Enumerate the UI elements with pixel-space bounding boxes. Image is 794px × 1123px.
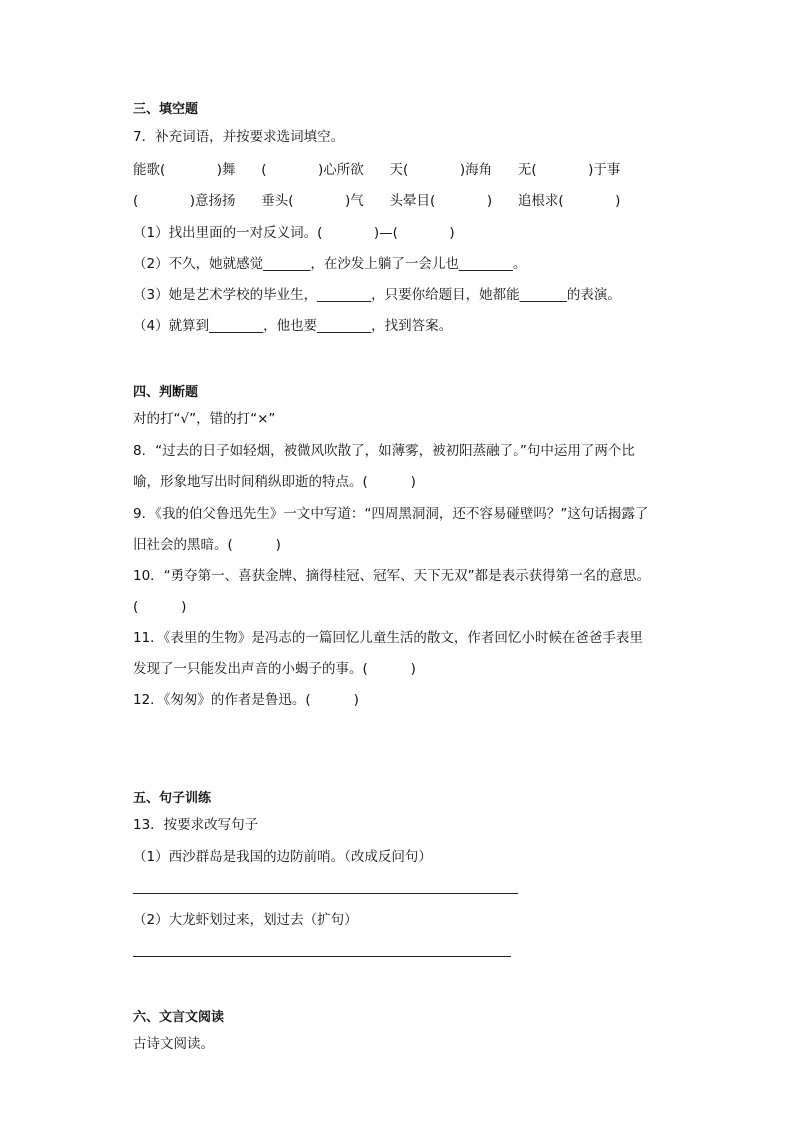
section-3-heading: 三、填空题 xyxy=(133,102,199,117)
question-7-idioms-row-2: ( )意扬扬 垂头( )气 头晕目( ) 追根求( ) xyxy=(133,193,621,209)
question-8-line-2: 喻，形象地写出时间稍纵即逝的特点。( ) xyxy=(133,474,416,490)
question-7-idioms-row-1: 能歌( )舞 ( )心所欲 天( )海角 无( )于事 xyxy=(133,162,621,178)
section-4-heading: 四、判断题 xyxy=(133,385,199,400)
question-9-line-1: 9．《我的伯父鲁迅先生》一文中写道：“四周黑洞洞，还不容易碰壁吗？”这句话揭露了 xyxy=(133,506,649,522)
section-5-heading: 五、句子训练 xyxy=(133,791,212,806)
answer-line-2[interactable] xyxy=(133,956,511,957)
question-9-line-2: 旧社会的黑暗。( ) xyxy=(133,537,281,553)
question-7-sub-2: （2）不久，她就感觉_______，在沙发上躺了一会儿也________。 xyxy=(133,256,527,272)
question-11-line-1: 11．《表里的生物》是冯志的一篇回忆儿童生活的散文，作者回忆小时候在爸爸手表里 xyxy=(133,630,643,646)
question-7: 7．补充词语，并按要求选词填空。 xyxy=(133,129,345,145)
question-10-line-2: ( ) xyxy=(133,599,187,615)
question-7-sub-4: （4）就算到________，他也要________，找到答案。 xyxy=(133,318,453,334)
question-7-sub-3: （3）她是艺术学校的毕业生，________，只要你给题目，她都能_______的表演。 xyxy=(133,287,621,303)
answer-line-1[interactable] xyxy=(133,893,518,894)
question-13-sub-1: （1）西沙群岛是我国的边防前哨。（改成反问句） xyxy=(133,849,432,865)
question-13-sub-2: （2）大龙虾划过来，划过去（扩句） xyxy=(133,912,358,928)
question-12: 12．《匆匆》的作者是鲁迅。( ) xyxy=(133,692,359,708)
section-6-heading: 六、文言文阅读 xyxy=(133,1010,225,1025)
section-4-instruction: 对的打“√”，错的打“×” xyxy=(133,411,276,427)
question-11-line-2: 发现了一只能发出声音的小蝎子的事。( ) xyxy=(133,661,416,677)
question-8-line-1: 8．“过去的日子如轻烟，被微风吹散了，如薄雾，被初阳蒸融了。”句中运用了两个比 xyxy=(133,443,635,459)
section-6-instruction: 古诗文阅读。 xyxy=(133,1036,214,1052)
question-10-line-1: 10．“勇夺第一、喜获金牌、摘得桂冠、冠军、天下无双”都是表示获得第一名的意思。 xyxy=(133,568,651,584)
question-13: 13．按要求改写句子 xyxy=(133,817,259,833)
question-7-sub-1: （1）找出里面的一对反义词。( )—( ) xyxy=(133,225,455,241)
